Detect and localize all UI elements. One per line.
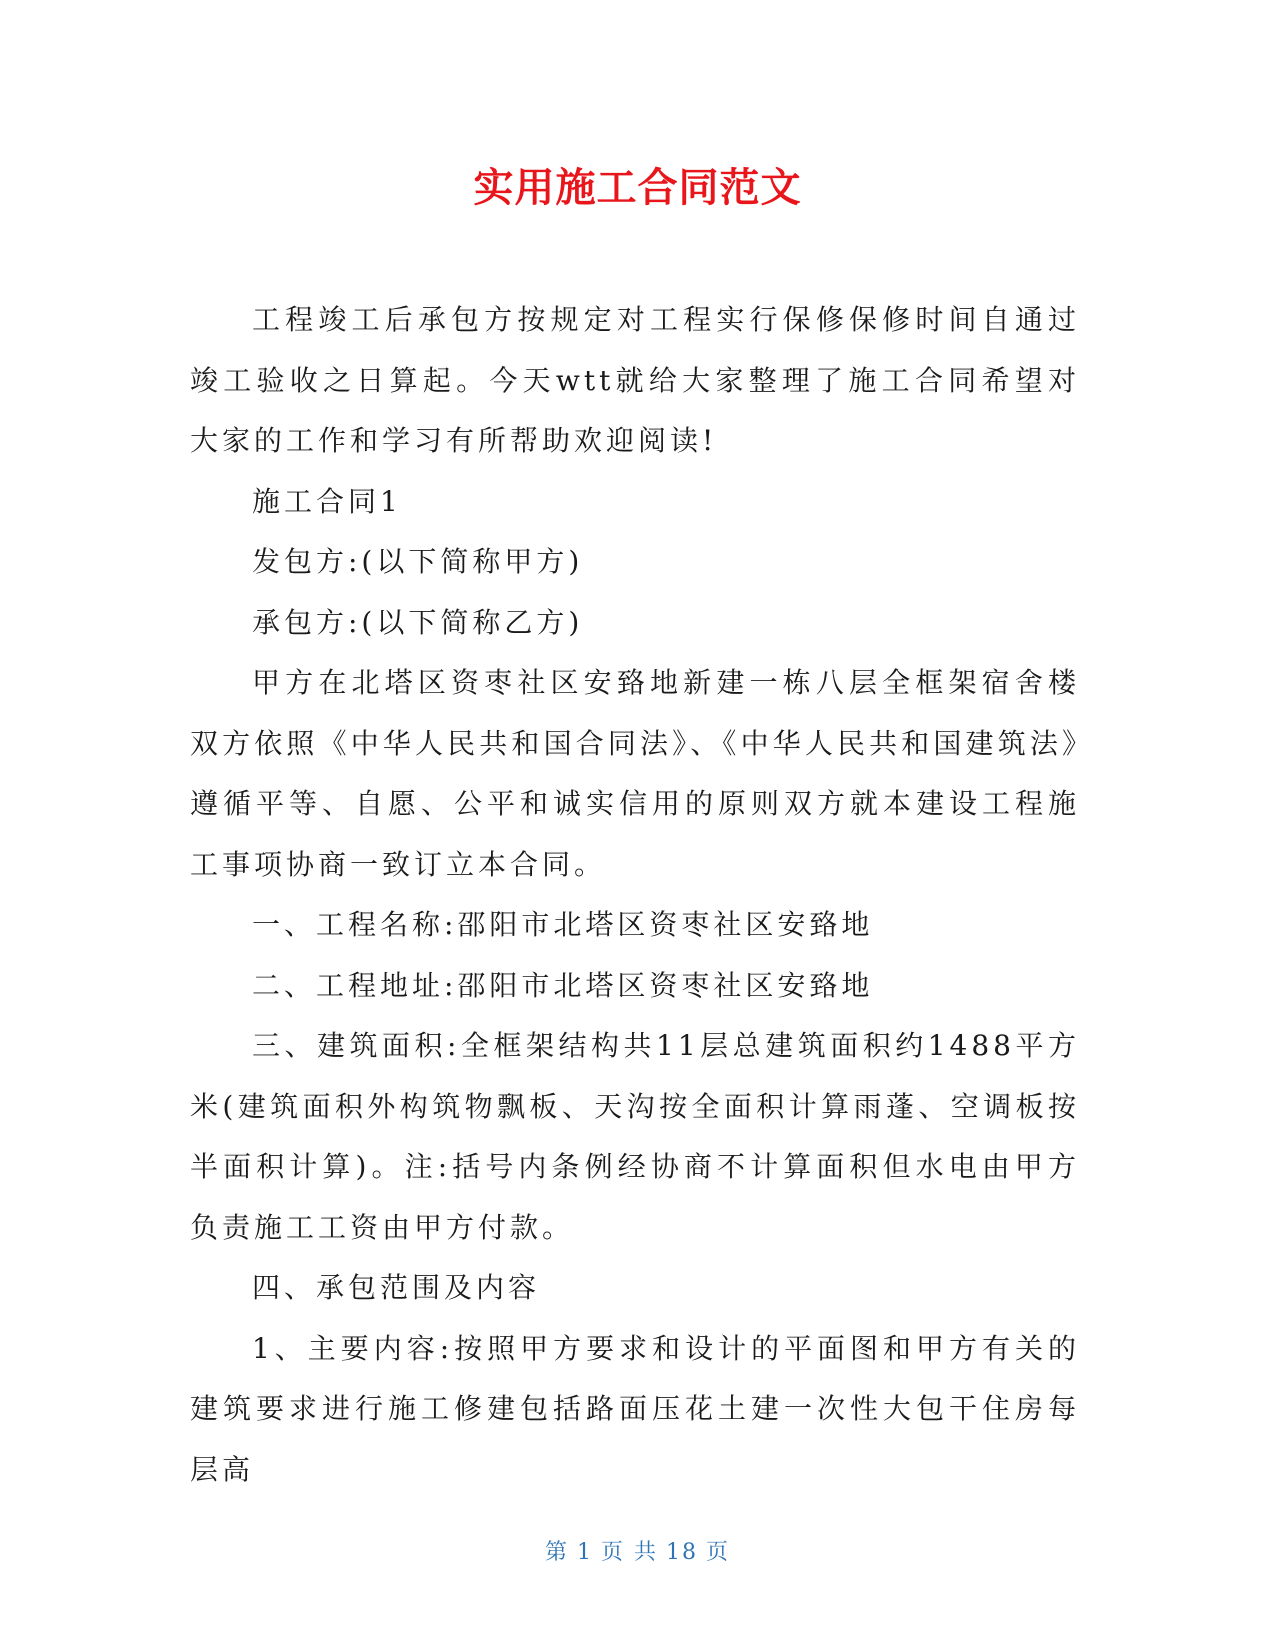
paragraph-main-content: 1、主要内容:按照甲方要求和设计的平面图和甲方有关的建筑要求进行施工修建包括路面压花土建一次性大包干住房每层高 xyxy=(190,1331,1080,1486)
paragraph-intro: 工程竣工后承包方按规定对工程实行保修保修时间自通过竣工验收之日算起。今天wtt就给大家整理了施工合同希望对大家的工作和学习有所帮助欢迎阅读! xyxy=(190,303,1080,457)
document-body xyxy=(190,290,1080,1500)
document-title: 实用施工合同范文 xyxy=(473,165,802,211)
footer-page-number: 1 xyxy=(577,1540,593,1565)
paragraph-scope-heading: 四、承包范围及内容 xyxy=(252,1271,541,1304)
footer-suffix: 页 xyxy=(706,1540,731,1565)
footer-prefix: 第 xyxy=(544,1540,569,1565)
paragraph-contract-heading: 施工合同1 xyxy=(252,484,402,518)
paragraph-contractor: 承包方:(以下简称乙方) xyxy=(252,605,584,639)
paragraph-building-area: 三、建筑面积:全框架结构共11层总建筑面积约1488平方米(建筑面积外构筑物飘板、天沟按全面积计算雨蓬、空调板按半面积计算)。注:括号内条例经协商不计算面积但水电由甲方负责施工工资由甲方付款。 xyxy=(190,1029,1080,1244)
footer-total-pages: 18 xyxy=(666,1540,698,1565)
paragraph-project-address: 二、工程地址:邵阳市北塔区资枣社区安臵地 xyxy=(252,968,874,1002)
paragraph-project-name: 一、工程名称:邵阳市北塔区资枣社区安臵地 xyxy=(252,908,874,941)
page-footer xyxy=(0,1538,1275,1568)
footer-middle: 页 共 xyxy=(601,1540,658,1565)
paragraph-agreement: 甲方在北塔区资枣社区安臵地新建一栋八层全框架宿舍楼双方依照《中华人民共和国合同法》、《中华人民共和国建筑法》遵循平等、自愿、公平和诚实信用的原则双方就本建设工程施工事项协商一致订立本合同。 xyxy=(190,666,1080,881)
paragraph-employer: 发包方:(以下简称甲方) xyxy=(252,545,584,578)
